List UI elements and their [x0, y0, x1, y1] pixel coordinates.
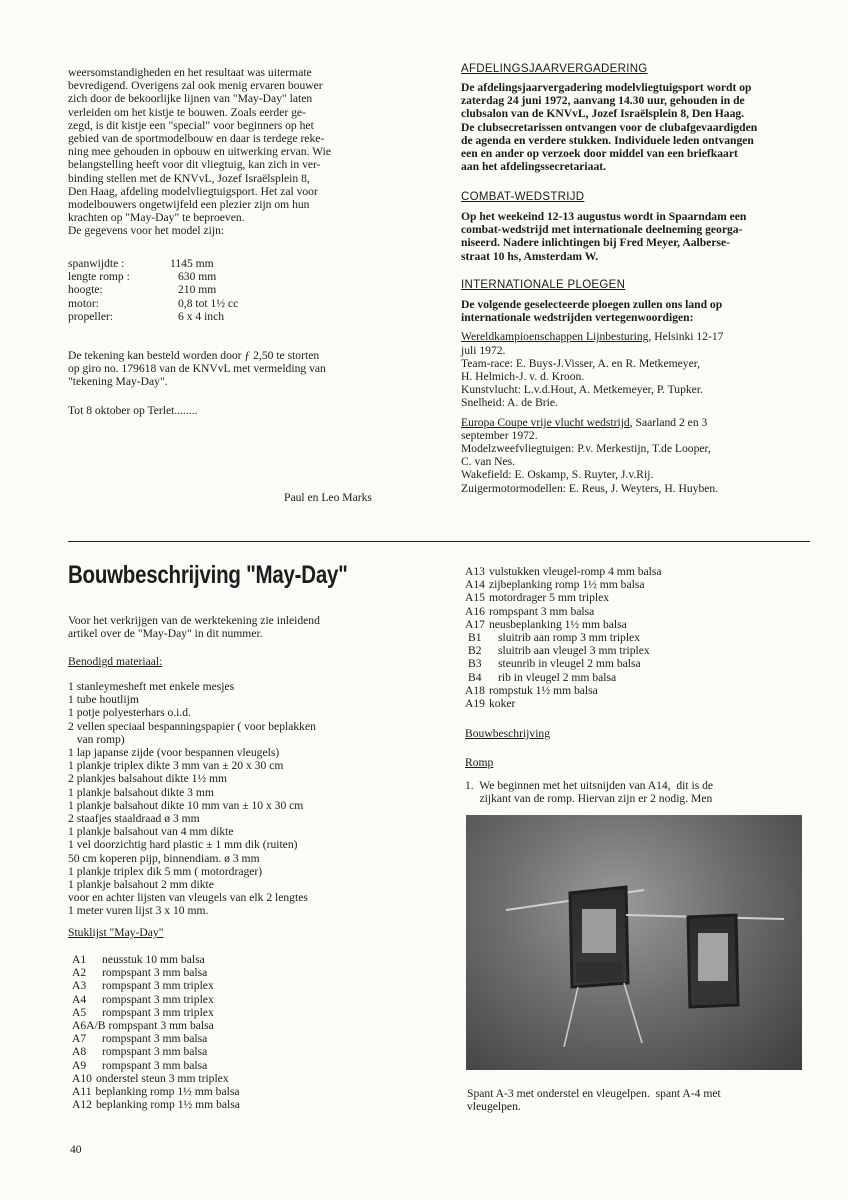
part-desc: rompspant 3 mm balsa [102, 1045, 208, 1059]
spec-row [68, 297, 238, 310]
parts-heading: Stuklijst "May-Day" [68, 926, 164, 939]
text-line: vleugelpen. [467, 1100, 521, 1114]
list-item: 2 staafjes staaldraad ø 3 mm [68, 812, 200, 826]
part-row [465, 578, 662, 591]
signature: Paul en Leo Marks [284, 491, 372, 504]
part-desc: neusbeplanking 1½ mm balsa [488, 617, 627, 631]
photo-caption [467, 1087, 721, 1113]
part-code: A2 [72, 966, 87, 980]
part-row [72, 1072, 240, 1085]
list-item: 1 lap japanse zijde (voor bespannen vleugels) [68, 746, 280, 760]
text-line: straat 10 hs, Amsterdam W. [461, 249, 599, 263]
text-line: binding stellen met de KNVvL, Jozef Israëlsplein 8, [68, 171, 310, 185]
ploegen-text [461, 298, 723, 495]
text-line: juli 1972. [461, 343, 506, 357]
wk-title-line [461, 330, 723, 343]
list-item: voor en achter lijsten van vleugels van elk 2 lengtes [68, 891, 308, 905]
text-line: weersomstandigheden en het resultaat was uitermate [68, 66, 312, 79]
text-line: H. Helmich-J. v. d. Kroon. [461, 370, 585, 384]
part-row [72, 953, 240, 966]
spec-value: 6 x 4 inch [178, 309, 225, 323]
spec-label: hoogte: [68, 283, 103, 297]
list-item: 1 plankje triplex dik 5 mm ( motordrager) [68, 864, 263, 878]
text-line: zaterdag 24 juni 1972, aanvang 14.30 uur, gehouden in de [461, 94, 745, 108]
spec-row [68, 270, 238, 283]
text-line: De gegevens voor het model zijn: [68, 224, 225, 238]
parts-list-left [72, 953, 240, 1111]
part-desc: rib in vleugel 2 mm balsa [498, 670, 617, 684]
section-heading: INTERNATIONALE PLOEGEN [461, 279, 626, 291]
text-line: 1. We beginnen met het uitsnijden van A14, dit is de [465, 779, 714, 792]
text-line: ning mee gehouden in opbouw en uitwerking ervan. Wie [68, 145, 332, 159]
text-line: De afdelingsjaarvergadering modelvliegtuigsport wordt op [461, 81, 752, 94]
combat-text [461, 210, 746, 263]
part-row [72, 993, 240, 1006]
part-desc: rompspant 3 mm triplex [102, 979, 214, 993]
jaarvergadering-text [461, 81, 757, 173]
order-info [68, 349, 326, 389]
part-row [72, 1045, 240, 1058]
part-desc: rompspant 3 mm balsa [488, 604, 595, 618]
photo-spant-a3-a4 [466, 815, 802, 1070]
list-item: 1 vel doorzichtig hard plastic ± 1 mm dik (ruiten) [68, 838, 298, 852]
text-line: de agenda en verdere stukken. Individuele leden ontvangen [461, 133, 754, 147]
part-row [465, 671, 662, 684]
text-line: Den Haag, afdeling modelvliegtuigsport. Het zal voor [68, 184, 318, 198]
step-1 [465, 779, 713, 805]
spant-a4-shape [626, 915, 784, 1007]
spec-value: 630 mm [178, 270, 217, 284]
text-line: krachten op "May-Day" te beproeven. [68, 211, 245, 225]
part-desc: vulstukken vleugel-romp 4 mm balsa [488, 565, 662, 578]
list-item: van romp) [68, 732, 125, 746]
ec-place: , Saarland 2 en 3 [629, 415, 708, 429]
materials-list [68, 680, 316, 918]
article-intro [68, 614, 320, 640]
section-heading: AFDELINGSJAARVERGADERING [461, 63, 648, 75]
text-line: Snelheid: A. de Brie. [461, 396, 558, 410]
part-code: A1 [72, 953, 87, 966]
text-line: zegd, is dit kistje een "special" voor beginners op het [68, 118, 314, 132]
text-line: artikel over de "May-Day" in dit nummer. [68, 627, 263, 641]
part-code: A3 [72, 979, 87, 993]
part-desc: rompspant 3 mm triplex [102, 992, 214, 1006]
part-row [465, 605, 662, 618]
part-desc: beplanking romp 1½ mm balsa [95, 1098, 240, 1112]
spec-row [68, 283, 238, 296]
part-desc: neusstuk 10 mm balsa [102, 953, 205, 966]
text-line: Wakefield: E. Oskamp, S. Ruyter, J.v.Rij. [461, 468, 654, 482]
spec-value: 0,8 tot 1½ cc [178, 296, 239, 310]
part-desc: rompstuk 1½ mm balsa [488, 683, 598, 697]
text-line: Team-race: E. Buys-J.Visser, A. en R. Metkemeyer, [461, 356, 701, 370]
part-desc: onderstel steun 3 mm triplex [95, 1071, 229, 1085]
part-code: A5 [72, 1005, 87, 1019]
text-line: clubsalon van de KNVvL, Jozef Israëlsplein 8, Den Haag. [461, 107, 745, 121]
part-desc: rompspant 3 mm triplex [102, 1005, 214, 1019]
part-code: B1 [468, 631, 482, 645]
part-code: A16 [465, 604, 485, 618]
list-item: 50 cm koperen pijp, binnendiam. ø 3 mm [68, 851, 260, 865]
part-row [465, 657, 662, 670]
text-line: Op het weekeind 12-13 augustus wordt in Spaarndam een [461, 210, 747, 223]
text-line: Spant A-3 met onderstel en vleugelpen. spant A-4 met [467, 1087, 721, 1100]
text-line: internationale wedstrijden vertegenwoordigen: [461, 311, 694, 325]
spec-label: motor: [68, 296, 99, 310]
text-line: zijkant van de romp. Hiervan zijn er 2 nodig. Men [465, 792, 713, 806]
part-row [72, 966, 240, 979]
text-line: zich door de bekoorlijke lijnen van "May-Day" laten [68, 92, 313, 106]
ec-title: Europa Coupe vrije vlucht wedstrijd [461, 415, 630, 429]
part-desc: steunrib in vleugel 2 mm balsa [498, 657, 641, 671]
part-desc: sluitrib aan vleugel 3 mm triplex [498, 644, 650, 658]
part-row [465, 684, 662, 697]
section-heading: COMBAT-WEDSTRIJD [461, 191, 585, 203]
part-desc: zijbeplanking romp 1½ mm balsa [488, 578, 645, 592]
text-line: modelbouwers ongetwijfeld een plezier zijn om hun [68, 198, 310, 212]
part-row [72, 1098, 240, 1111]
spec-label: propeller: [68, 309, 114, 323]
text-line: gebied van de sportmodelbouw en daar is terdege reke- [68, 132, 325, 146]
part-code: A15 [465, 591, 485, 605]
part-code: B3 [468, 657, 482, 671]
part-desc: sluitrib aan romp 3 mm triplex [498, 631, 641, 645]
text-line: niseerd. Nadere inlichtingen bij Fred Meyer, Aalberse- [461, 236, 730, 250]
text-line: op giro no. 179618 van de KNVvL met vermelding van [68, 362, 326, 376]
part-row [465, 591, 662, 604]
list-item: 1 stanleymesheft met enkele mesjes [68, 680, 235, 693]
part-code: A11 [72, 1085, 92, 1099]
materials-heading: Benodigd materiaal: [68, 655, 163, 668]
text-line: C. van Nes. [461, 455, 516, 469]
text-line: aan het afdelingssecretariaat. [461, 160, 607, 174]
list-item: 1 plankje balsahout 2 mm dikte [68, 878, 214, 892]
intro-continuation [68, 66, 398, 238]
wk-title: Wereldkampioenschappen Lijnbesturing [461, 330, 649, 344]
text-line: verleiden om het kistje te bouwen. Zoals eerder ge- [68, 105, 306, 119]
spec-label: lengte romp : [68, 270, 130, 284]
part-row [465, 618, 662, 631]
list-item: 1 plankje balsahout dikte 10 mm van ± 10 x 30 cm [68, 798, 304, 812]
part-code: A14 [465, 578, 485, 592]
part-code: A7 [72, 1032, 87, 1046]
ec-title-line [461, 416, 723, 429]
part-code: A19 [465, 697, 485, 711]
closing-line: Tot 8 oktober op Terlet........ [68, 404, 198, 417]
text-line: belangstelling heeft voor dit vliegtuig, kan zich in ver- [68, 158, 321, 172]
part-code: A12 [72, 1098, 92, 1112]
part-code: A13 [465, 565, 485, 578]
part-desc: rompspant 3 mm balsa [102, 1032, 208, 1046]
spant-a3-shape [506, 887, 644, 1047]
text-line: Zuigermotormodellen: E. Reus, J. Weyters, H. Huyben. [461, 481, 719, 495]
part-row [72, 1059, 240, 1072]
list-item: 1 plankje balsahout van 4 mm dikte [68, 825, 234, 839]
romp-heading: Romp [465, 756, 494, 769]
text-line: bevredigend. Overigens zal ook menig ervaren bouwer [68, 79, 323, 93]
section-divider [68, 541, 810, 542]
spec-value: 1145 mm [170, 257, 214, 270]
part-row [465, 697, 662, 710]
part-code: A6A/B [72, 1019, 106, 1033]
list-item: 1 meter vuren lijst 3 x 10 mm. [68, 904, 209, 918]
part-row [72, 1006, 240, 1019]
text-line: De clubsecretarissen ontvangen voor de clubafgevaardigden [461, 120, 758, 134]
part-row [72, 1019, 240, 1032]
parts-list-right [465, 565, 662, 710]
spec-value: 210 mm [178, 283, 217, 297]
part-desc: rompspant 3 mm balsa [102, 1058, 208, 1072]
list-item: 1 potje polyesterhars o.i.d. [68, 706, 191, 720]
part-code: A9 [72, 1058, 87, 1072]
part-desc: beplanking romp 1½ mm balsa [95, 1085, 240, 1099]
list-item: 1 tube houtlijm [68, 693, 139, 707]
part-row [465, 565, 662, 578]
list-item: 1 plankje triplex dikte 3 mm van ± 20 x 30 cm [68, 759, 284, 773]
part-code: B4 [468, 670, 482, 684]
text-line: combat-wedstrijd met internationale deelneming georga- [461, 223, 743, 237]
part-desc: motordrager 5 mm triplex [488, 591, 610, 605]
text-line: Voor het verkrijgen van de werktekening zie inleidend [68, 614, 320, 627]
text-line: Modelzweefvliegtuigen: P.v. Merkestijn, T.de Looper, [461, 442, 711, 456]
spec-row [68, 310, 238, 323]
part-row [72, 1032, 240, 1045]
page-number: 40 [70, 1143, 82, 1156]
part-desc: koker [488, 697, 516, 711]
spec-row [68, 257, 238, 270]
part-code: A17 [465, 617, 485, 631]
text-line: "tekening May-Day". [68, 375, 168, 389]
photo-illustration [466, 815, 802, 1070]
part-code: A10 [72, 1071, 92, 1085]
text-line: september 1972. [461, 428, 538, 442]
article-title: Bouwbeschrijving "May-Day" [68, 561, 348, 589]
spec-label: spanwijdte : [68, 257, 125, 270]
part-desc: rompspant 3 mm balsa [102, 966, 208, 980]
list-item: 1 plankje balsahout dikte 3 mm [68, 785, 214, 799]
wk-place: , Helsinki 12-17 [648, 330, 724, 344]
text-line: een en ander op verzoek door middel van een briefkaart [461, 147, 738, 161]
part-code: A4 [72, 992, 87, 1006]
text-line: De volgende geselecteerde ploegen zullen ons land op [461, 298, 723, 311]
text-line: De tekening kan besteld worden door ƒ 2,50 te storten [68, 349, 320, 362]
part-code: A18 [465, 683, 485, 697]
bouwbeschrijving-heading: Bouwbeschrijving [465, 727, 551, 740]
list-item: 2 vellen speciaal bespanningspapier ( voor beplakken [68, 719, 316, 733]
part-row [465, 631, 662, 644]
part-desc: rompspant 3 mm balsa [108, 1019, 214, 1033]
list-item: 2 plankjes balsahout dikte 1½ mm [68, 772, 228, 786]
part-row [72, 1085, 240, 1098]
part-code: A8 [72, 1045, 87, 1059]
model-specs [68, 257, 238, 323]
text-line: Kunstvlucht: L.v.d.Hout, A. Metkemeyer, P. Tupker. [461, 383, 703, 397]
part-row [465, 644, 662, 657]
part-row [72, 979, 240, 992]
part-code: B2 [468, 644, 482, 658]
